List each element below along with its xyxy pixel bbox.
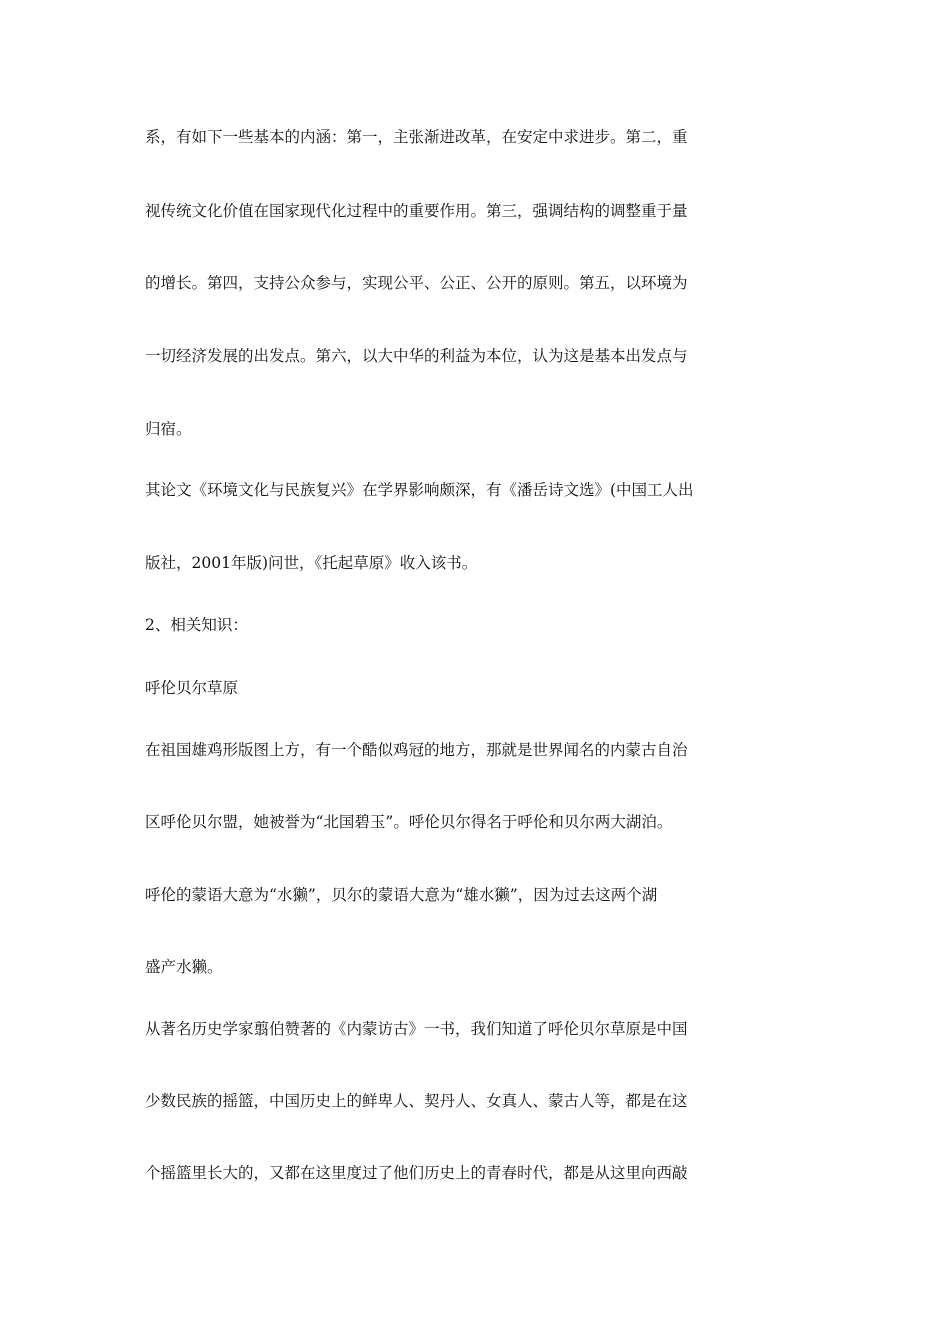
paragraph-line: 区呼伦贝尔盟，她被誉为“北国碧玉”。呼伦贝尔得名于呼伦和贝尔两大湖泊。	[145, 813, 673, 831]
paragraph-line: 个摇篮里长大的，又都在这里度过了他们历史上的青春时代，都是从这里向西敲	[145, 1164, 688, 1182]
paragraph-line: 在祖国雄鸡形版图上方，有一个酷似鸡冠的地方，那就是世界闻名的内蒙古自治	[145, 741, 688, 759]
paragraph-line: 系，有如下一些基本的内涵：第一，主张渐进改革，在安定中求进步。第二，重	[145, 128, 688, 146]
paragraph-line: 呼伦的蒙语大意为“水獭”，贝尔的蒙语大意为“雄水獭”，因为过去这两个湖	[145, 886, 658, 904]
paragraph-line: 版社，2001年版)问世，《托起草原》收入该书。	[145, 554, 478, 572]
subheading: 呼伦贝尔草原	[145, 679, 239, 697]
paragraph-line: 的增长。第四，支持公众参与，实现公平、公正、公开的原则。第五，以环境为	[145, 274, 688, 292]
paragraph-line: 视传统文化价值在国家现代化过程中的重要作用。第三，强调结构的调整重于量	[145, 202, 688, 220]
section-heading: 2、相关知识：	[145, 616, 248, 634]
paragraph-line: 归宿。	[145, 420, 192, 438]
paragraph-line: 盛产水獭。	[145, 958, 223, 976]
paragraph-line: 其论文《环境文化与民族复兴》在学界影响颇深，有《潘岳诗文选》(中国工人出	[145, 481, 694, 499]
paragraph-line: 一切经济发展的出发点。第六，以大中华的利益为本位，认为这是基本出发点与	[145, 347, 688, 365]
paragraph-line: 少数民族的摇篮，中国历史上的鲜卑人、契丹人、女真人、蒙古人等，都是在这	[145, 1092, 688, 1110]
paragraph-line: 从著名历史学家翦伯赞著的《内蒙访古》一书，我们知道了呼伦贝尔草原是中国	[145, 1020, 688, 1038]
